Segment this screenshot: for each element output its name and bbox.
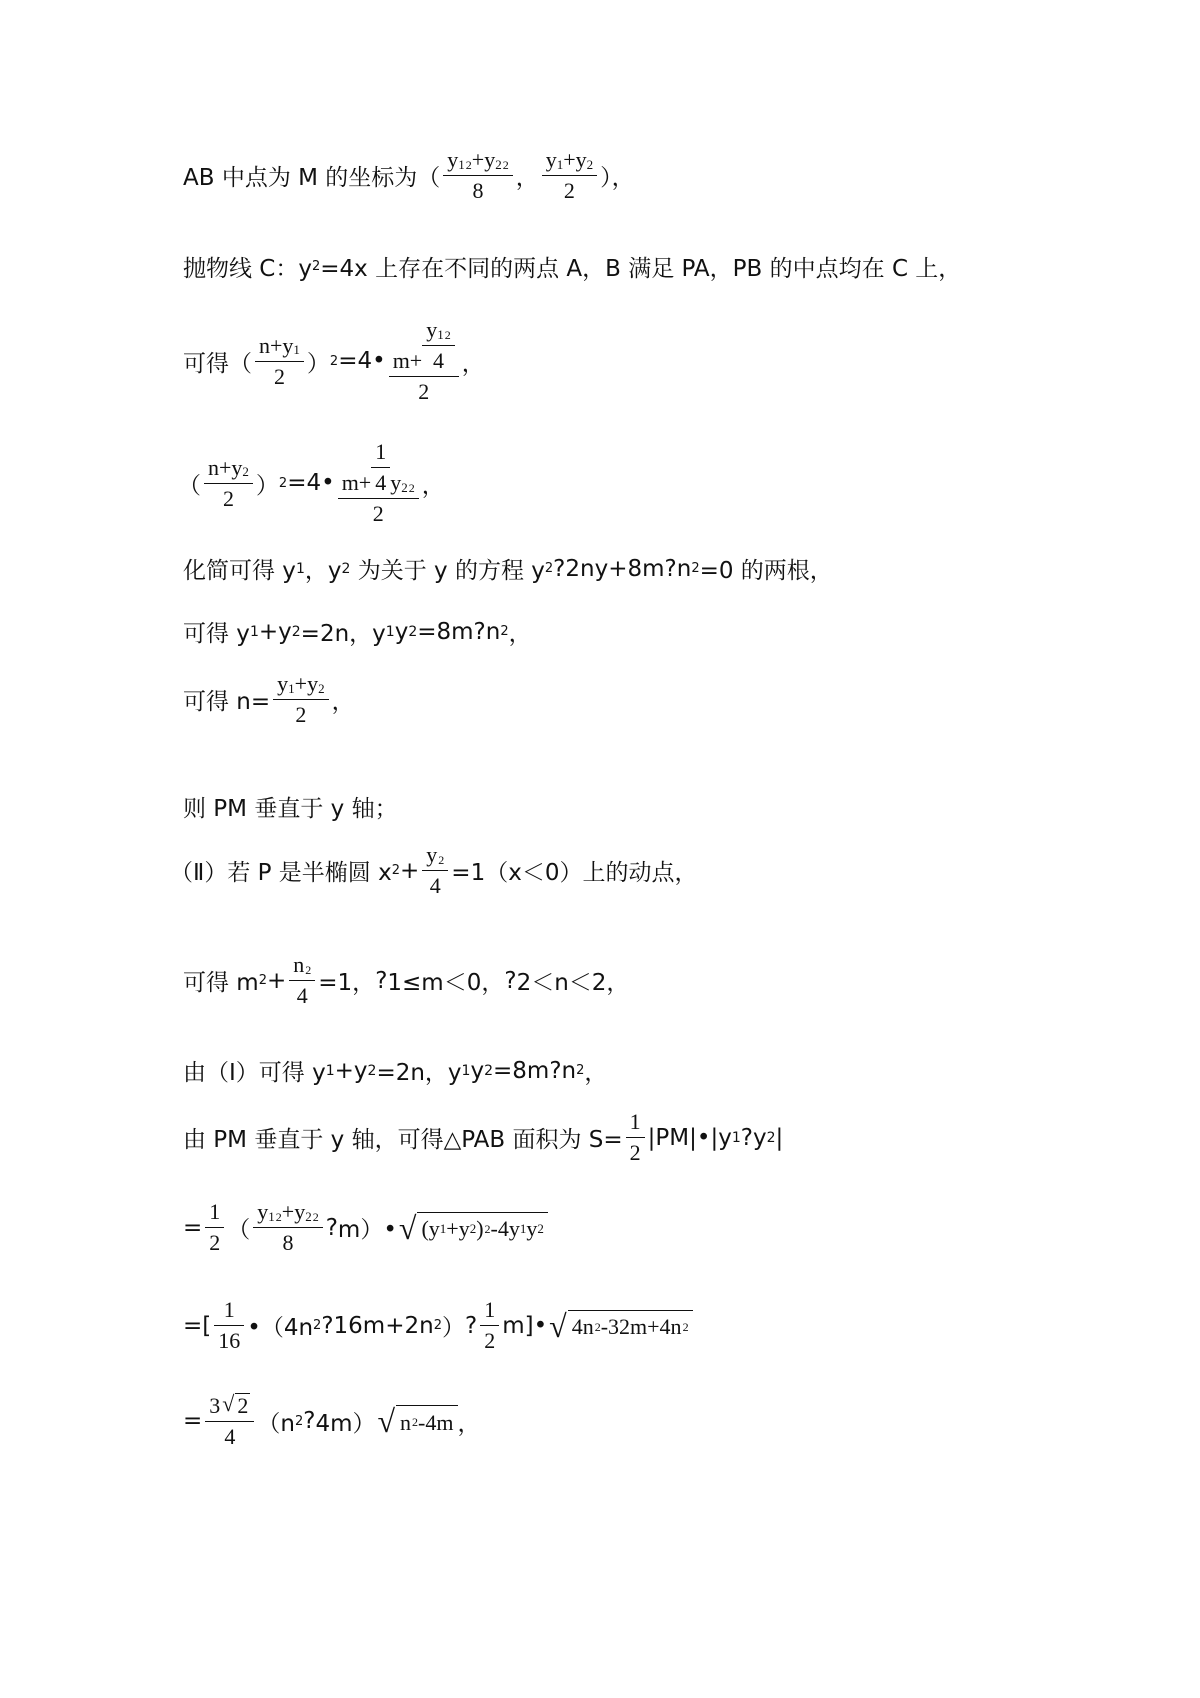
text: 则 PM 垂直于 y 轴； <box>183 796 398 822</box>
text: 1 <box>556 156 564 172</box>
text: +y <box>446 1216 470 1242</box>
text: n <box>676 555 692 582</box>
text: 2 <box>291 623 301 640</box>
text: 2 <box>205 1227 224 1255</box>
text: ? <box>740 1124 753 1151</box>
text: 2 <box>480 1325 499 1353</box>
text: 2 <box>329 353 339 369</box>
line-parabola <box>183 250 961 283</box>
text: 2 <box>484 1062 494 1079</box>
text: 4m） <box>315 1410 376 1437</box>
text: 1 <box>288 680 295 696</box>
text: m]• <box>502 1312 548 1339</box>
text: =4x 上存在不同的两点 A，B 满足 PA，PB 的中点均在 C 上， <box>320 256 962 282</box>
text: 8 <box>253 1227 322 1255</box>
text: n <box>400 1409 412 1435</box>
text: 2 <box>294 1413 304 1429</box>
fraction <box>371 440 390 495</box>
line-vieta <box>183 615 532 648</box>
text: 1 <box>629 1109 641 1134</box>
text: 8 <box>443 175 512 203</box>
text: ? <box>321 1312 334 1339</box>
text: y <box>257 1199 269 1224</box>
text: 2 <box>412 1415 419 1430</box>
text: 2 <box>438 853 445 867</box>
text: 4 <box>422 870 448 898</box>
text: 2 <box>305 1208 312 1224</box>
text: 2 <box>242 464 249 480</box>
text: y <box>447 147 459 172</box>
text: （ <box>227 1217 251 1244</box>
square-root: √ n 2 -4m <box>377 1405 457 1437</box>
text: 2 <box>278 475 288 491</box>
text: y <box>394 618 409 645</box>
text: 2 <box>391 863 401 879</box>
text: 2 <box>469 1221 477 1237</box>
text: 1 <box>458 156 465 172</box>
text: =8m <box>417 618 474 645</box>
text: n <box>293 952 305 977</box>
text: 2 <box>313 1318 322 1334</box>
text: 2 <box>502 158 509 172</box>
text: | <box>775 1124 784 1151</box>
text: 2 <box>273 699 328 727</box>
text: =1（x＜0）上的动点， <box>451 860 698 887</box>
text: 2 <box>367 1062 377 1079</box>
text: 2 <box>542 175 597 203</box>
text: •（4n <box>247 1315 314 1342</box>
text: 1 <box>268 1208 275 1224</box>
text: m+ <box>341 470 372 496</box>
text: 可得（ <box>183 350 252 377</box>
text: 由（Ⅰ）可得 y <box>183 1060 326 1086</box>
fraction <box>204 456 253 511</box>
text: 1 <box>731 1129 741 1146</box>
fraction <box>542 148 597 203</box>
text: 2 <box>537 1221 544 1237</box>
text: y <box>545 147 557 172</box>
line-equation-y2 <box>178 440 445 527</box>
text: =4• <box>338 348 386 375</box>
text: 2 <box>258 973 267 989</box>
fraction <box>422 318 455 373</box>
text: 1 <box>461 1062 471 1079</box>
text: 抛物线 C：y <box>183 256 312 282</box>
text: 化简可得 y <box>183 558 296 584</box>
text: 2 <box>312 1210 319 1224</box>
text: 1 <box>295 560 305 577</box>
text: ， <box>508 621 532 647</box>
text: 2 <box>341 560 351 577</box>
text: ) <box>476 1216 484 1242</box>
fraction <box>273 672 328 727</box>
text: 为关于 y 的方程 y <box>350 558 545 584</box>
text: y <box>277 671 289 696</box>
text: 4 <box>371 467 390 495</box>
text: -32m+4n <box>600 1314 682 1340</box>
text: n+y <box>208 454 243 480</box>
text: 2 <box>311 259 321 274</box>
text: 2 <box>594 1319 601 1334</box>
square-root: √ 4n 2 -32m+4n 2 <box>549 1310 692 1342</box>
text: y <box>470 1057 485 1084</box>
text: 2 <box>338 498 419 526</box>
text: （n <box>257 1410 295 1437</box>
text: （Ⅱ）若 P 是半椭圆 x <box>170 860 392 887</box>
text: ， <box>457 1410 481 1437</box>
text: ） <box>255 472 279 499</box>
line-area-expanded <box>183 1200 548 1255</box>
text: 2 <box>444 328 451 342</box>
text: m）• <box>337 1217 397 1244</box>
text: +y <box>563 147 587 172</box>
text: + <box>267 967 287 994</box>
square-root: √ 2 <box>222 1391 249 1418</box>
text: 2 <box>484 1221 491 1236</box>
text: 2＜n＜2， <box>516 970 630 997</box>
text: n <box>485 618 501 645</box>
line-from-part-one <box>183 1054 607 1087</box>
fraction <box>214 1298 244 1353</box>
text: =2n，y <box>300 621 386 647</box>
text: +y <box>258 618 292 645</box>
text: n <box>561 1057 577 1084</box>
line-area <box>183 1110 783 1165</box>
fraction <box>443 148 512 203</box>
text: = <box>183 1214 203 1241</box>
text: 1 <box>223 1297 235 1322</box>
fraction <box>205 1200 224 1255</box>
fraction <box>289 953 315 1008</box>
text: ， <box>584 1060 608 1086</box>
line-n-value <box>183 672 355 727</box>
line-perpendicular <box>183 790 398 823</box>
text: AB 中点为 M 的坐标为（ <box>183 165 441 192</box>
text: ? <box>325 1214 338 1241</box>
text: 可得 y <box>183 621 250 647</box>
text: y <box>426 842 438 867</box>
text: 2 <box>318 680 325 696</box>
text: 1 <box>484 1297 496 1322</box>
text: ） <box>441 1315 465 1342</box>
text: ， <box>331 689 355 716</box>
text: 2 <box>255 361 304 389</box>
text: 4 <box>205 1421 254 1449</box>
text: =1， <box>318 970 376 997</box>
text: m+ <box>392 348 423 374</box>
text: -4y <box>490 1216 520 1242</box>
text: 2 <box>275 1210 282 1224</box>
square-root: √ (y 1 +y 2 ) 2 -4y 1 y 2 <box>399 1212 548 1244</box>
fraction <box>480 1298 499 1353</box>
text: 1 <box>293 342 300 358</box>
text: y <box>390 470 402 496</box>
text: 由 PM 垂直于 y 轴，可得△PAB 面积为 S= <box>183 1127 623 1154</box>
fraction <box>255 334 304 389</box>
fraction <box>626 1110 645 1165</box>
text: =8m <box>493 1057 550 1084</box>
text: 2 <box>691 561 700 576</box>
text: 2 <box>408 481 415 496</box>
fraction <box>389 318 459 405</box>
text: 2 <box>576 1063 585 1078</box>
text: ，y <box>304 558 342 584</box>
text: ? <box>549 1057 562 1084</box>
text: ? <box>473 618 486 645</box>
line-part-two <box>170 843 697 898</box>
text: ? <box>553 555 566 582</box>
text: ， <box>421 472 445 499</box>
text: 1≤m＜0， <box>387 970 505 997</box>
text: ? <box>375 967 388 994</box>
line-ellipse-range <box>183 953 629 1008</box>
line-final <box>183 1393 481 1449</box>
text: 4 <box>422 345 455 373</box>
text: 4 <box>289 980 315 1008</box>
text: ? <box>464 1312 478 1339</box>
text: = <box>183 1408 203 1435</box>
text: 2 <box>626 1137 645 1165</box>
text: ）， <box>600 165 635 192</box>
text: 1 <box>439 1221 447 1237</box>
fraction <box>205 1393 254 1449</box>
fraction <box>422 843 448 898</box>
text: =4• <box>287 470 335 497</box>
text: 2 <box>389 376 459 404</box>
text: 2 <box>500 624 509 639</box>
text: 2 <box>433 1318 442 1334</box>
text: 2 <box>465 158 472 172</box>
text: 2ny+8m <box>565 555 665 582</box>
text: ， <box>515 165 539 192</box>
text: 2 <box>766 1129 776 1146</box>
line-substitution <box>183 1298 693 1353</box>
text: (y <box>421 1216 440 1242</box>
text: （ <box>178 472 201 499</box>
text: +y <box>294 671 319 696</box>
text: 1 <box>209 1199 221 1224</box>
text: y <box>526 1216 538 1242</box>
text: 2 <box>408 623 418 640</box>
text: 16 <box>214 1325 244 1353</box>
text: 1 <box>437 326 444 342</box>
text: 2 <box>401 480 408 496</box>
text: ? <box>504 967 517 994</box>
line-simplify <box>183 552 833 585</box>
text: 2 <box>305 963 312 977</box>
text: ） <box>306 350 330 377</box>
text: ? <box>664 555 677 582</box>
text: y <box>426 317 438 342</box>
fraction <box>253 1200 322 1255</box>
text: -4m <box>418 1409 454 1435</box>
text: 可得 m <box>183 970 259 997</box>
text: 1 <box>385 623 395 640</box>
text: 可得 n= <box>183 689 271 716</box>
text: +y <box>471 147 496 172</box>
line-midpoint-coordinates <box>183 148 635 203</box>
text: =2n，y <box>376 1060 462 1086</box>
text: ? <box>303 1408 316 1435</box>
text: 1 <box>519 1221 527 1237</box>
text: 2 <box>544 561 554 576</box>
text: 1 <box>375 439 387 464</box>
text: y <box>752 1124 767 1151</box>
text: 2 <box>495 156 502 172</box>
text: 2 <box>586 156 594 172</box>
text: =0 的两根， <box>699 558 833 584</box>
text: +y <box>334 1057 368 1084</box>
fraction <box>338 440 419 527</box>
text: 4n <box>571 1314 594 1340</box>
text: 2 <box>204 483 253 511</box>
text: 1 <box>249 623 259 640</box>
text: n+y <box>259 332 294 358</box>
text: |PM|•|y <box>647 1124 732 1151</box>
text: 2 <box>237 1393 249 1418</box>
line-equation-y1 <box>183 318 485 405</box>
text: 2 <box>682 1319 689 1334</box>
text: +y <box>281 1199 306 1224</box>
text: 3 <box>209 1393 221 1418</box>
text: + <box>400 857 420 884</box>
text: =[ <box>183 1312 212 1339</box>
text: ， <box>461 350 485 377</box>
text: 1 <box>325 1062 335 1079</box>
text: 16m+2n <box>333 1312 434 1339</box>
